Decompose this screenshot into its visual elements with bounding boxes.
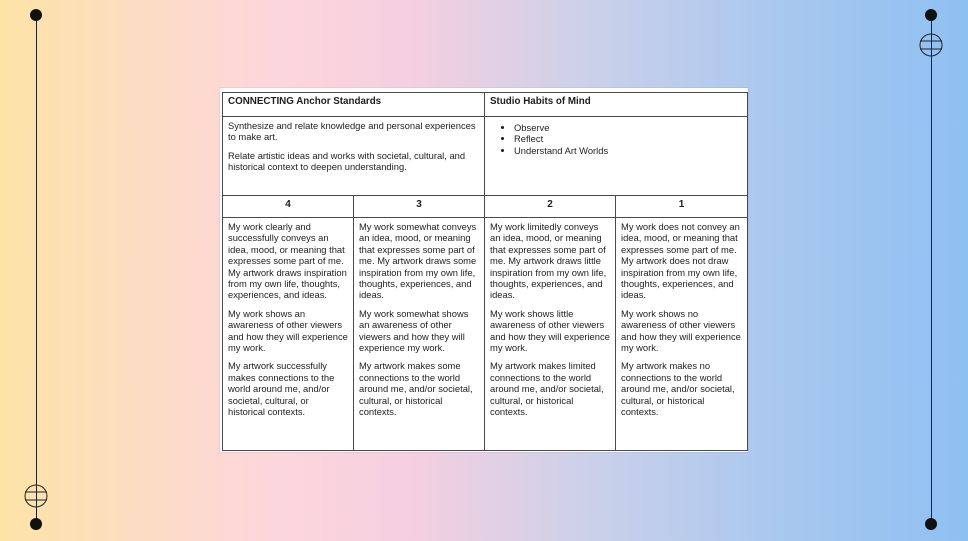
- level-3-cell: [354, 218, 485, 451]
- criterion-text: My work clearly and successfully conveys an idea, mood, or meaning that expresses some part of me. My artwork draws inspiration from my own life, thoughts, experiences, and ideas.: [228, 221, 347, 301]
- criteria-row: [223, 218, 748, 451]
- level-1-cell: [616, 218, 748, 451]
- criterion-text: My artwork successfully makes connections to the world around me, and/or societal, cultural, or historical contexts.: [228, 360, 335, 418]
- criterion-text: My work shows no awareness of other viewers and how they will experience my work.: [621, 307, 741, 354]
- standard-text: Synthesize and relate knowledge and personal experiences to make art.: [228, 120, 476, 143]
- criterion-text: My artwork makes some connections to the world around me, and/or societal, cultural, or historical contexts.: [359, 360, 473, 418]
- rubric-intro-row: [223, 117, 748, 196]
- criterion-text: My work limitedly conveys an idea, mood, or meaning that expresses some part of me. My artwork draws little inspiration from my own life, thoughts, experiences, and ideas.: [490, 221, 607, 301]
- left-top-dot: [30, 9, 42, 21]
- studio-habits-cell: [485, 117, 748, 196]
- criterion-text: My artwork makes limited connections to the world around me, and/or societal, cultural, or historical contexts.: [490, 360, 604, 418]
- habit-item: • Reflect: [514, 133, 742, 144]
- criterion-text: My work somewhat shows an awareness of other viewers and how they will experience my work.: [359, 307, 469, 354]
- left-ring-icon: [24, 483, 48, 509]
- score-label: 4: [223, 196, 354, 218]
- rubric-document: [220, 88, 748, 452]
- score-label: 1: [616, 196, 748, 218]
- anchor-standards-cell: [223, 117, 485, 196]
- left-bottom-dot: [30, 518, 42, 530]
- habit-item: • Understand Art Worlds: [514, 145, 742, 156]
- rubric-header-row: [223, 93, 748, 117]
- criterion-text: My work shows little awareness of other viewers and how they will experience my work.: [490, 307, 610, 354]
- score-label: 2: [485, 196, 616, 218]
- right-ring-icon: [919, 31, 943, 59]
- right-decor-line: [931, 16, 932, 524]
- studio-habits-heading: Studio Habits of Mind: [485, 93, 748, 117]
- score-header-row: [223, 196, 748, 218]
- level-2-cell: [485, 218, 616, 451]
- habit-item: • Observe: [514, 122, 742, 133]
- criterion-text: My work does not convey an idea, mood, or meaning that expresses some part of me. My artwork does not draw inspiration from my own life, thoughts, experiences, and ideas.: [621, 221, 740, 301]
- level-4-cell: [223, 218, 354, 451]
- criterion-text: My artwork makes no connections to the world around me, and/or societal, cultural, or historical contexts.: [621, 360, 735, 418]
- score-label: 3: [354, 196, 485, 218]
- criterion-text: My work somewhat conveys an idea, mood, or meaning that expresses some part of me. My artwork draws some inspiration from my own life, thoughts, experiences, and ideas.: [359, 221, 477, 301]
- right-top-dot: [925, 9, 937, 21]
- right-bottom-dot: [925, 518, 937, 530]
- rubric-table: [222, 92, 748, 451]
- habits-list: [490, 122, 742, 156]
- criterion-text: My work shows an awareness of other viewers and how they will experience my work.: [228, 307, 348, 354]
- standard-text: Relate artistic ideas and works with societal, cultural, and historical context to deepen understanding.: [228, 149, 466, 173]
- left-decor-line: [36, 16, 37, 524]
- anchor-standards-heading: CONNECTING Anchor Standards: [223, 93, 485, 117]
